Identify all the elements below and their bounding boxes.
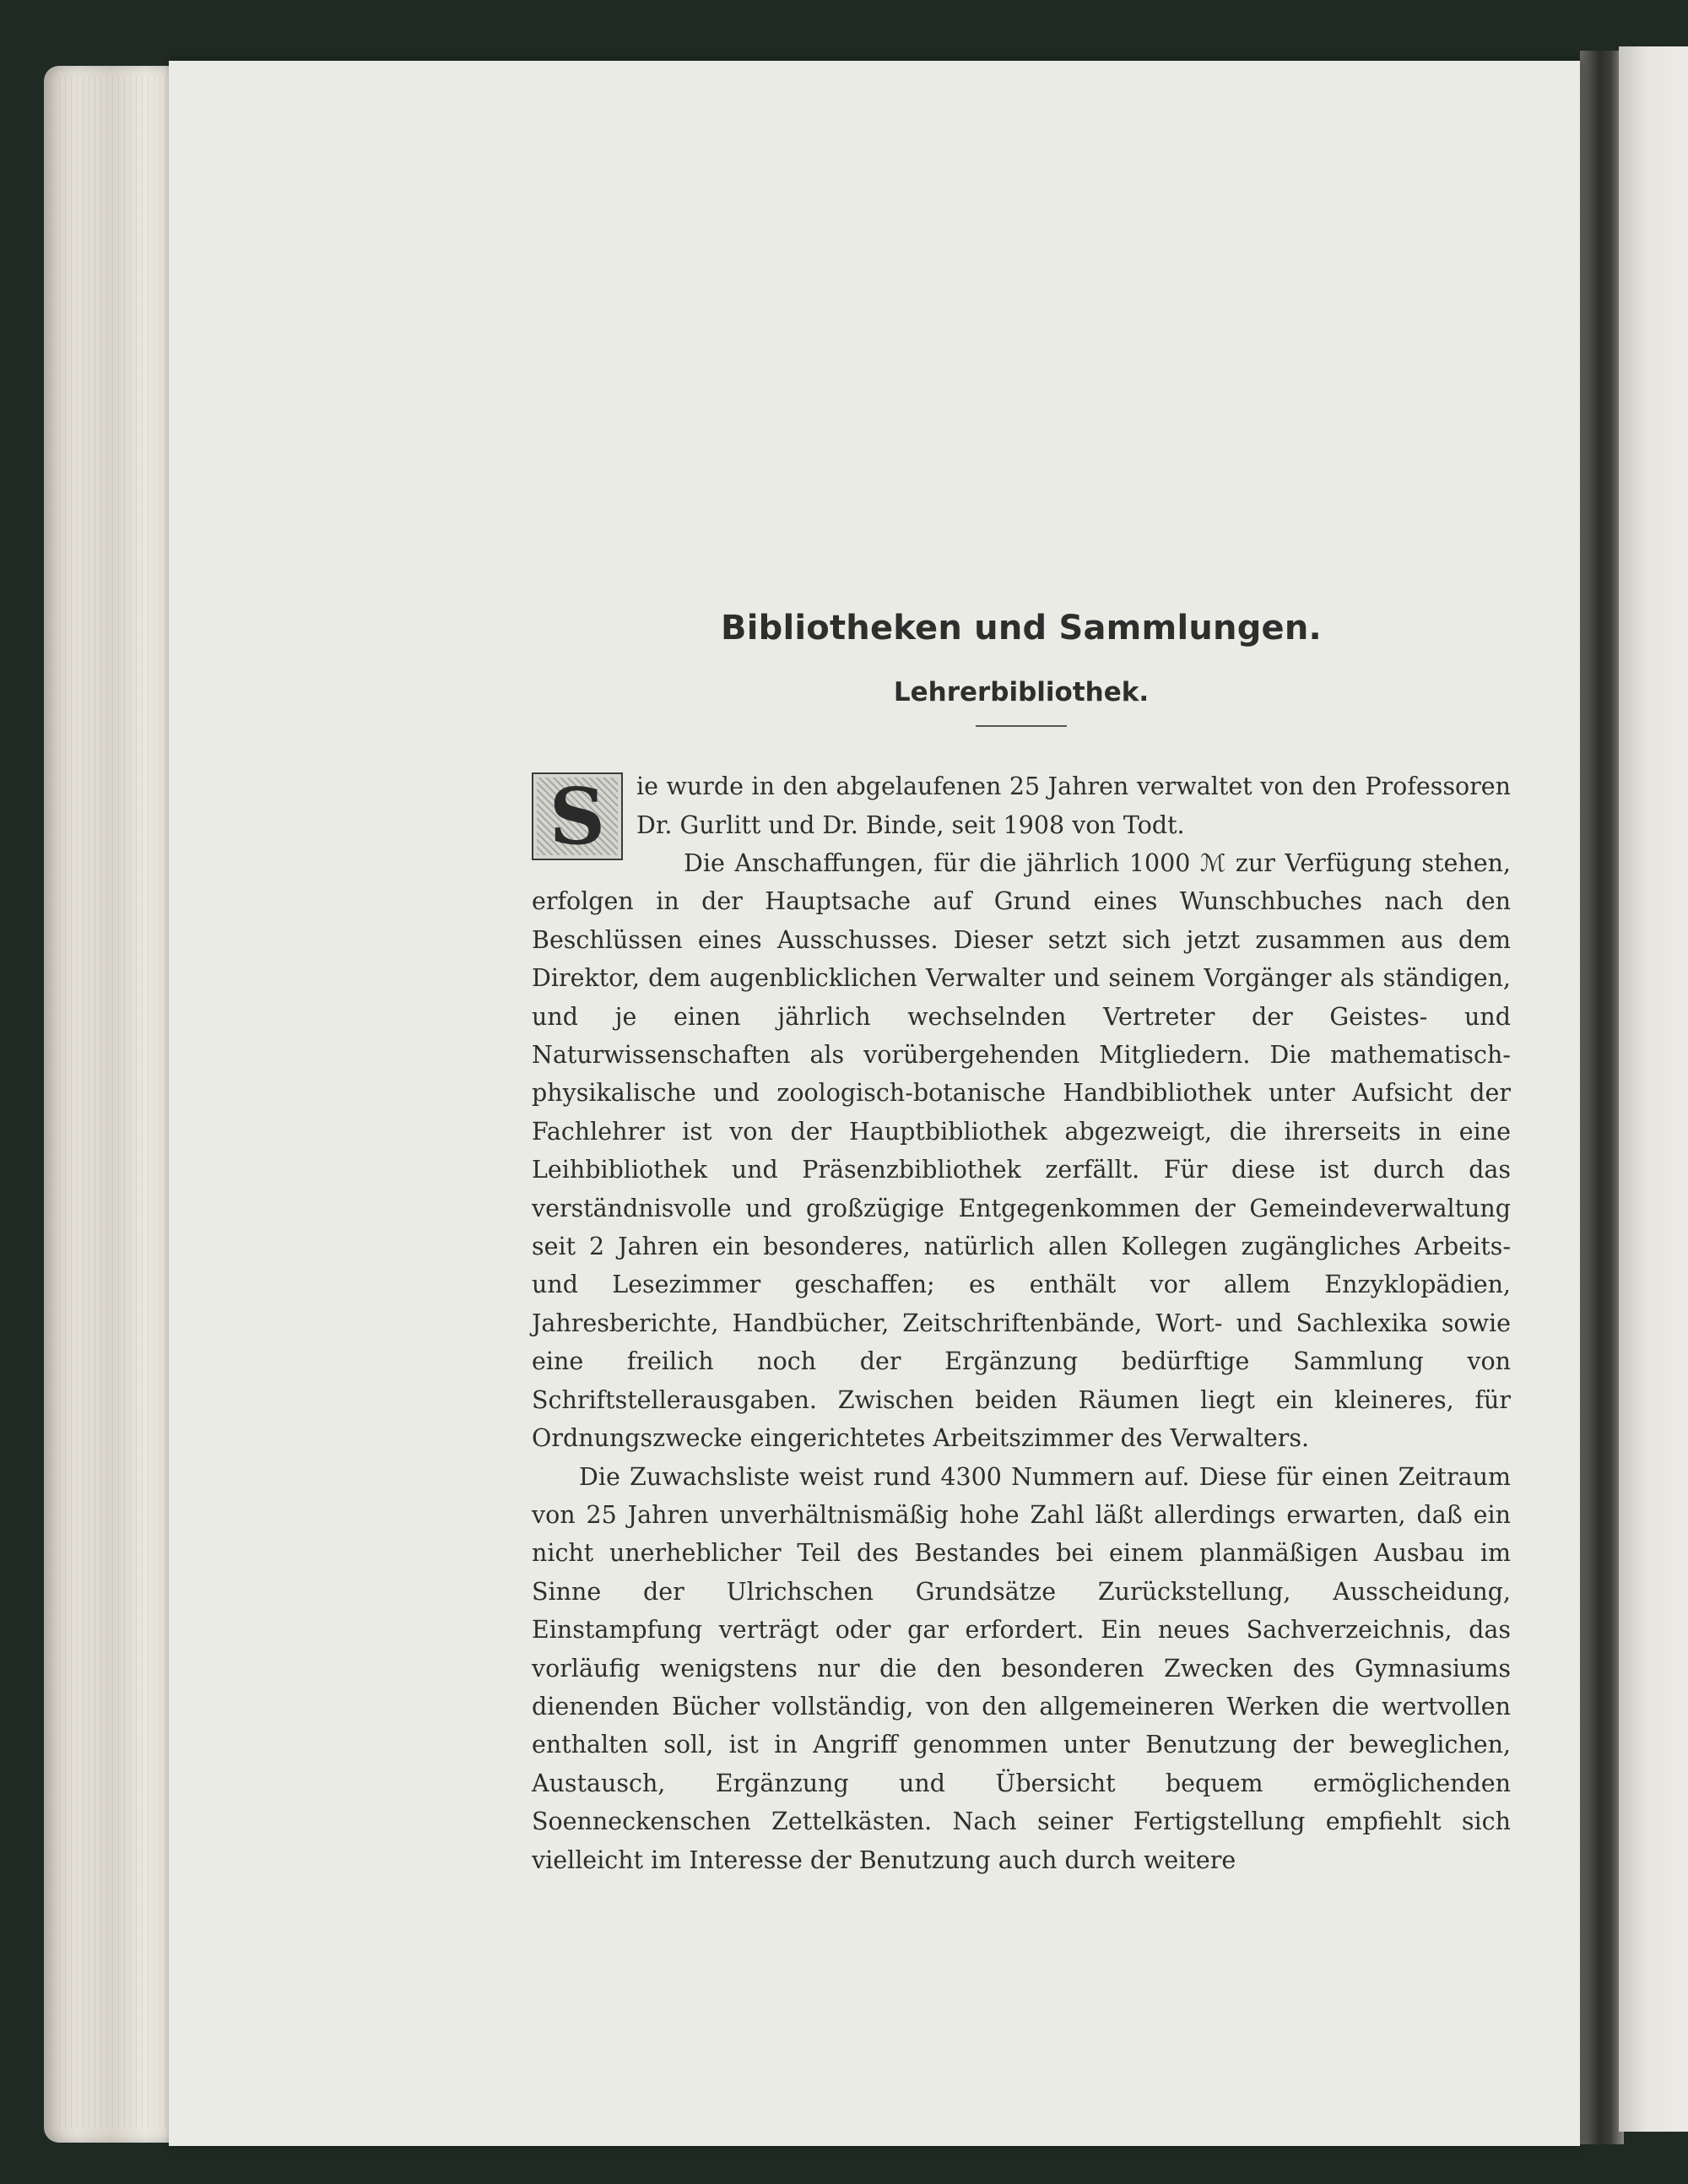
facing-page-edge: [1619, 46, 1688, 2132]
page-stack-texture: [59, 76, 173, 2127]
divider-rule: [976, 725, 1067, 727]
initial-letter: S: [549, 771, 606, 863]
section-subtitle: Lehrerbibliothek.: [893, 677, 1150, 707]
paragraph-2: Die Anschaffungen, für die jährlich 1000 ℳ zur Verfügung stehen, erfolgen in der Hauptsache auf Grund eines Wunschbuches nach den Beschlüssen eines Ausschusses. Dieser setzt sich jetzt zusammen aus dem Direktor, dem augenblicklichen Verwalter und seinem Vorgänger als ständigen, und je einen jährlich wechselnden Vertreter der Geistes- und Naturwissenschaften als vorübergehenden Mitgliedern. Die mathematisch-physikalische und zoologisch-botanische Handbibliothek unter Aufsicht der Fachlehrer ist von der Hauptbibliothek abgezweigt, die ihrerseits in eine Leihbibliothek und Präsenzbibliothek zerfällt. Für diese ist durch das verständnisvolle und großzügige Entgegenkommen der Gemeindeverwaltung seit 2 Jahren ein besonderes, natürlich allen Kollegen zugängliches Arbeits- und Lesezimmer geschaffen; es enthält vor allem Enzyklopädien, Jahresberichte, Handbücher, Zeitschriftenbände, Wort- und Sachlexika sowie eine freilich noch der Ergänzung bedürftige Sammlung von Schriftstellerausgaben. Zwischen beiden Räumen liegt ein kleineres, für Ordnungszwecke eingerichtetes Arbeitszimmer des Verwalters.: [532, 849, 1511, 1453]
book-gutter: [1580, 51, 1624, 2144]
paragraph-1: ie wurde in den abgelaufenen 25 Jahren verwaltet von den Professoren Dr. Gurlitt und Dr. Binde, seit 1908 von Todt.: [636, 772, 1511, 839]
section-title: Bibliotheken und Sammlungen.: [721, 609, 1322, 648]
paragraph-3: Die Zuwachsliste weist rund 4300 Nummern auf. Diese für einen Zeitraum von 25 Jahren unverhältnismäßig hohe Zahl läßt allerdings erwarten, daß ein nicht unerheblicher Teil des Bestandes bei einem planmäßigen Ausbau im Sinne der Ulrichschen Grundsätze Zurückstellung, Ausscheidung, Einstampfung verträgt oder gar erfordert. Ein neues Sachverzeichnis, das vorläufig wenigstens nur die den besonderen Zwecken des Gymnasiums dienenden Bücher vollständig, von den allgemeineren Werken die wertvollen enthalten soll, ist in Angriff genommen unter Benutzung der beweglichen, Austausch, Ergänzung und Übersicht bequem ermöglichenden Soenneckenschen Zettelkästen. Nach seiner Fertigstellung empfiehlt sich vielleicht im Interesse der Benutzung auch durch weitere: [532, 1462, 1511, 1874]
page-text-block: [532, 608, 1511, 1879]
ornamental-initial: [532, 771, 623, 863]
